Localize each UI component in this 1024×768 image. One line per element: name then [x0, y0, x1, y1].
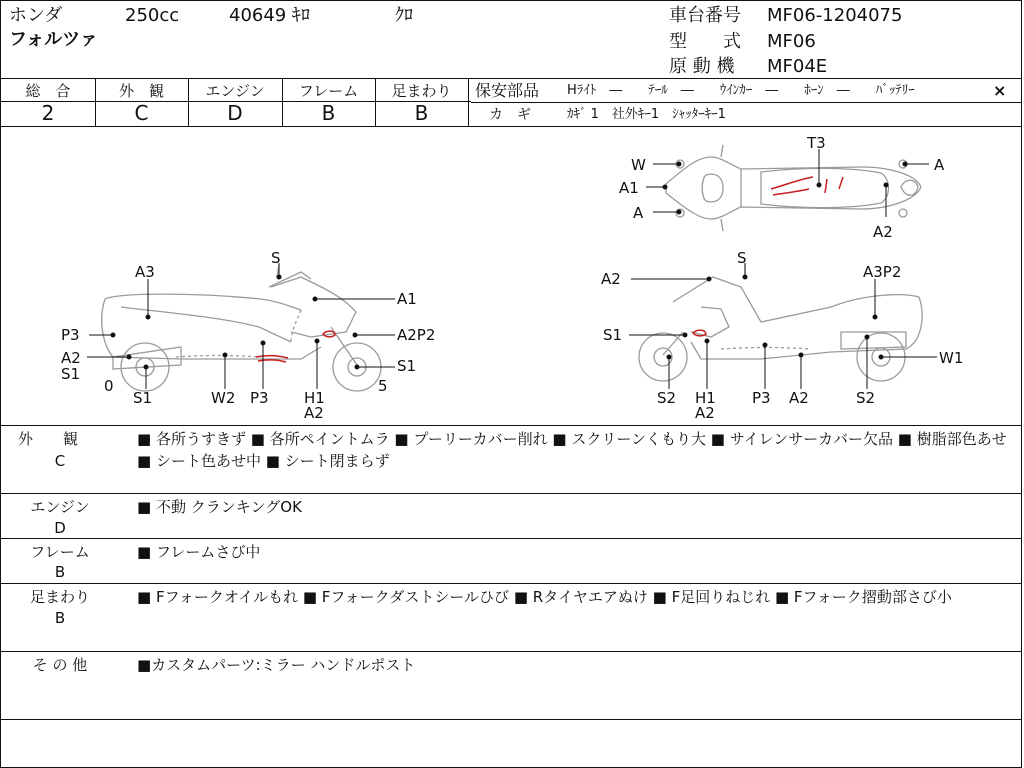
remark-grade: C — [54, 452, 66, 470]
grade-header-overall: 総 合 — [25, 82, 71, 100]
top-label-w: W — [631, 156, 646, 174]
left-label-zero: 0 — [104, 377, 114, 395]
right-label-a2-top: A2 — [601, 270, 621, 288]
remark-label: フレーム — [30, 543, 90, 561]
right-label-h1: H1 — [695, 389, 716, 407]
engine-value: MF04E — [767, 56, 828, 77]
engine-label: 原 動 機 — [669, 56, 735, 77]
left-side-scooter — [102, 265, 381, 391]
left-label-h1: H1 — [304, 389, 325, 407]
safety-parts-items: Hﾗｲﾄ ― ﾃｰﾙ ― ｳｲﾝｶｰ ― ﾎｰﾝ ― ﾊﾞｯﾃﾘｰ — [567, 83, 915, 98]
grade-header-frame: フレーム — [298, 82, 359, 100]
top-label-a-lower: A — [633, 204, 644, 222]
top-label-a-right: A — [934, 156, 945, 174]
top-label-a2: A2 — [873, 223, 893, 241]
left-label-s: S — [271, 249, 281, 267]
remark-text: ■ Fフォークオイルもれ ■ Fフォークダストシールひび ■ Rタイヤエアぬけ ■ F足回りねじれ ■ Fフォーク摺動部さび小 — [137, 588, 952, 606]
battery-missing-mark: × — [993, 81, 1007, 100]
remark-label: 足まわり — [29, 588, 90, 606]
model-name: フォルツァ — [9, 29, 98, 50]
grade-header-exterior: 外 観 — [118, 82, 164, 100]
right-side-scooter — [639, 265, 922, 381]
right-label-s1: S1 — [603, 326, 623, 344]
left-label-s1-right: S1 — [397, 357, 417, 375]
remark-grade: B — [54, 609, 66, 627]
displacement: 250cc — [125, 5, 180, 26]
frame-no: MF06-1204075 — [767, 5, 903, 26]
divider — [1, 583, 1021, 584]
key-info: ｶｷﾞ 1 社外ｷｰ1 ｼｬｯﾀｰｷｰ1 — [567, 107, 726, 122]
divider — [1, 425, 1021, 426]
left-label-a2p2: A2P2 — [397, 326, 436, 344]
divider — [471, 102, 1021, 103]
divider — [1, 493, 1021, 494]
safety-parts-label: 保安部品 — [475, 81, 540, 100]
grade-exterior: C — [134, 101, 149, 125]
grade-engine: D — [227, 101, 243, 125]
damage-diagram — [1, 127, 1021, 427]
left-label-a3: A3 — [135, 263, 155, 281]
left-label-five: 5 — [378, 377, 388, 395]
left-label-a2-bottom: A2 — [304, 404, 324, 422]
remark-grade: B — [54, 563, 66, 581]
frame-no-label: 車台番号 — [669, 5, 741, 26]
maker: ホンダ — [9, 5, 63, 26]
grade-header-engine: エンジン — [205, 82, 265, 100]
color: ｸﾛ — [395, 5, 413, 26]
grade-overall: 2 — [41, 101, 55, 125]
remark-text: ■ 各所うすきず ■ 各所ペイントムラ ■ プーリーカバー削れ ■ スクリーンくもり大 ■ サイレンサーカバー欠品 ■ 樹脂部色あせ ■ シート色あせ中 ■ シート閉まらず — [137, 430, 1007, 470]
remark-grade: D — [54, 519, 66, 537]
grade-header-suspension: 足まわり — [391, 82, 452, 100]
right-label-s2-left: S2 — [657, 389, 677, 407]
top-label-t3: T3 — [807, 134, 826, 152]
right-label-a2-bottom: A2 — [789, 389, 809, 407]
divider — [1, 538, 1021, 539]
divider — [1, 651, 1021, 652]
remark-label: エンジン — [30, 498, 90, 516]
right-label-a3p2: A3P2 — [863, 263, 902, 281]
right-label-p3: P3 — [752, 389, 771, 407]
type-label: 型 式 — [669, 31, 741, 52]
left-label-p3: P3 — [61, 326, 80, 344]
right-label-w1: W1 — [939, 349, 964, 367]
remark-text: ■ フレームさび中 — [137, 543, 261, 561]
key-label: カ ギ — [489, 107, 531, 123]
right-label-s2-right: S2 — [856, 389, 876, 407]
grade-suspension: B — [414, 101, 429, 125]
remark-label: 外 観 — [17, 430, 78, 448]
left-label-a1: A1 — [397, 290, 417, 308]
divider — [1, 78, 1021, 79]
right-label-a2-under: A2 — [695, 404, 715, 422]
top-view-scooter — [666, 145, 921, 231]
grade-frame: B — [321, 101, 336, 125]
left-label-s1-bottom: S1 — [133, 389, 153, 407]
divider — [1, 719, 1021, 720]
divider — [468, 78, 469, 126]
top-label-a1: A1 — [619, 179, 639, 197]
left-label-p3-bottom: P3 — [250, 389, 269, 407]
remark-label: そ の 他 — [32, 656, 88, 674]
left-label-w2: W2 — [211, 389, 236, 407]
left-label-s1-left: S1 — [61, 365, 81, 383]
remark-text: ■ 不動 クランキングOK — [137, 498, 302, 516]
type-value: MF06 — [767, 31, 816, 52]
top-view-damage-marks — [771, 177, 843, 195]
left-label-a2: A2 — [61, 349, 81, 367]
remark-text: ■カスタムパーツ:ミラー ハンドルポスト — [137, 656, 416, 674]
mileage: 40649 ｷﾛ — [229, 5, 310, 26]
right-label-s: S — [737, 249, 747, 267]
